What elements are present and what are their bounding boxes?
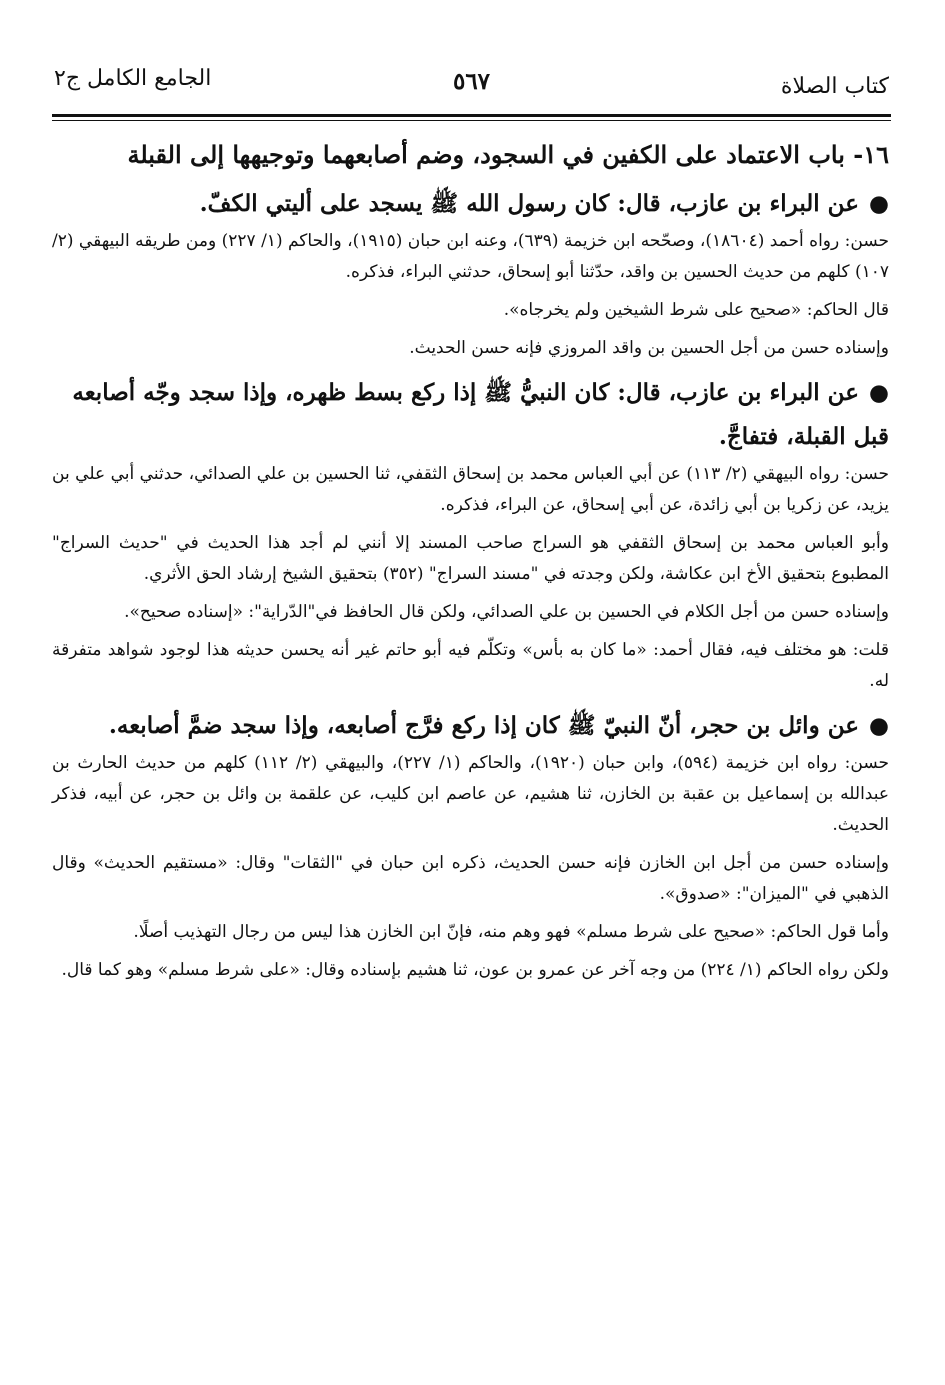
- commentary-paragraph: حسن: رواه ابن خزيمة (٥٩٤)، وابن حبان (١٩٢٠)، والحاكم (١/ ٢٢٧)، والبيهقي (٢/ ١١٢) كلهم من حديث الحارث بن عبدالله بن إسماعيل بن عقبة بن الخازن، ثنا هشيم، عن عاصم ابن كليب، عن علقمة بن وائل بن حجر، عن أبيه، فذكر الحديث.: [52, 753, 889, 835]
- hadith-body: عن البراء بن عازب، قال: كان النبيُّ ﷺ إذا ركع بسط ظهره، وإذا سجد وجّه أصابعه قبل القبلة، فتفاجَّ.: [72, 379, 889, 450]
- book-section-title: كتاب الصلاة: [780, 74, 889, 99]
- commentary-paragraph: قلت: هو مختلف فيه، فقال أحمد: «ما كان به بأس» وتكلّم فيه أبو حاتم غير أنه يحسن حديثه هذا لوجود شواهد متفرقة له.: [52, 640, 889, 691]
- commentary-paragraph: حسن: رواه أحمد (١٨٦٠٤)، وصحّحه ابن خزيمة (٦٣٩)، وعنه ابن حبان (١٩١٥)، والحاكم (١/ ٢٢٧) ومن طريقه البيهقي (٢/ ١٠٧) كلهم من حديث الحسين بن واقد، حدّثنا أبو إسحاق، حدثني البراء، فذكره.: [52, 231, 889, 282]
- bullet-icon: ●: [868, 712, 889, 739]
- commentary-paragraph: وأبو العباس محمد بن إسحاق الثقفي هو السراج صاحب المسند إلا أنني لم أجد هذا الحديث في "حديث السراج" المطبوع بتحقيق الأخ ابن عكاشة، ولكن وجدته في "مسند السراج" (٣٥٢) بتحقيق الشيخ إرشاد الحق الأثري.: [52, 533, 889, 584]
- commentary-paragraph: وإسناده حسن من أجل ابن الخازن فإنه حسن الحديث، ذكره ابن حبان في "الثقات" وقال: «مستقيم الحديث» وقال الذهبي في "الميزان": «صدوق».: [52, 853, 889, 904]
- hadith-text: [52, 371, 889, 459]
- hadith-text: [52, 182, 889, 226]
- commentary-paragraph: وأما قول الحاكم: «صحيح على شرط مسلم» فهو وهم منه، فإنّ ابن الخازن هذا ليس من رجال التهذيب أصلًا.: [133, 922, 889, 942]
- hadith-text: [52, 704, 889, 748]
- book-volume-title: الجامع الكامل ج٢: [54, 66, 212, 91]
- bullet-icon: ●: [868, 379, 889, 406]
- page-header: [54, 66, 889, 112]
- hadith-body: عن البراء بن عازب، قال: كان رسول الله ﷺ يسجد على أليتي الكفّ.: [199, 190, 859, 217]
- chapter-heading: ١٦- باب الاعتماد على الكفين في السجود، وضم أصابعهما وتوجيهها إلى القبلة: [127, 140, 889, 169]
- header-rule-thin: [52, 120, 891, 121]
- bullet-icon: ●: [868, 190, 889, 217]
- commentary-paragraph: وإسناده حسن من أجل الحسين بن واقد المروزي فإنه حسن الحديث.: [409, 338, 889, 358]
- commentary-paragraph: ولكن رواه الحاكم (١/ ٢٢٤) من وجه آخر عن عمرو بن عون، ثنا هشيم بإسناده وقال: «على شرط مسلم» وهو كما قال.: [61, 960, 889, 980]
- page-body: [52, 132, 889, 993]
- page-number: ٥٦٧: [452, 68, 491, 95]
- commentary-paragraph: حسن: رواه البيهقي (٢/ ١١٣) عن أبي العباس محمد بن إسحاق الثقفي، ثنا الحسين بن علي الصدائي، حدثني أبي علي بن يزيد، عن زكريا بن أبي زائدة، عن أبي إسحاق، عن البراء، فذكره.: [52, 464, 889, 515]
- header-rule-thick: [52, 114, 891, 117]
- commentary-paragraph: وإسناده حسن من أجل الكلام في الحسين بن علي الصدائي، ولكن قال الحافظ في"الدّراية": «إسناده صحيح».: [124, 602, 889, 622]
- hadith-body: عن وائل بن حجر، أنّ النبيّ ﷺ كان إذا ركع فرَّج أصابعه، وإذا سجد ضمَّ أصابعه.: [108, 712, 859, 739]
- commentary-paragraph: قال الحاكم: «صحيح على شرط الشيخين ولم يخرجاه».: [503, 300, 889, 320]
